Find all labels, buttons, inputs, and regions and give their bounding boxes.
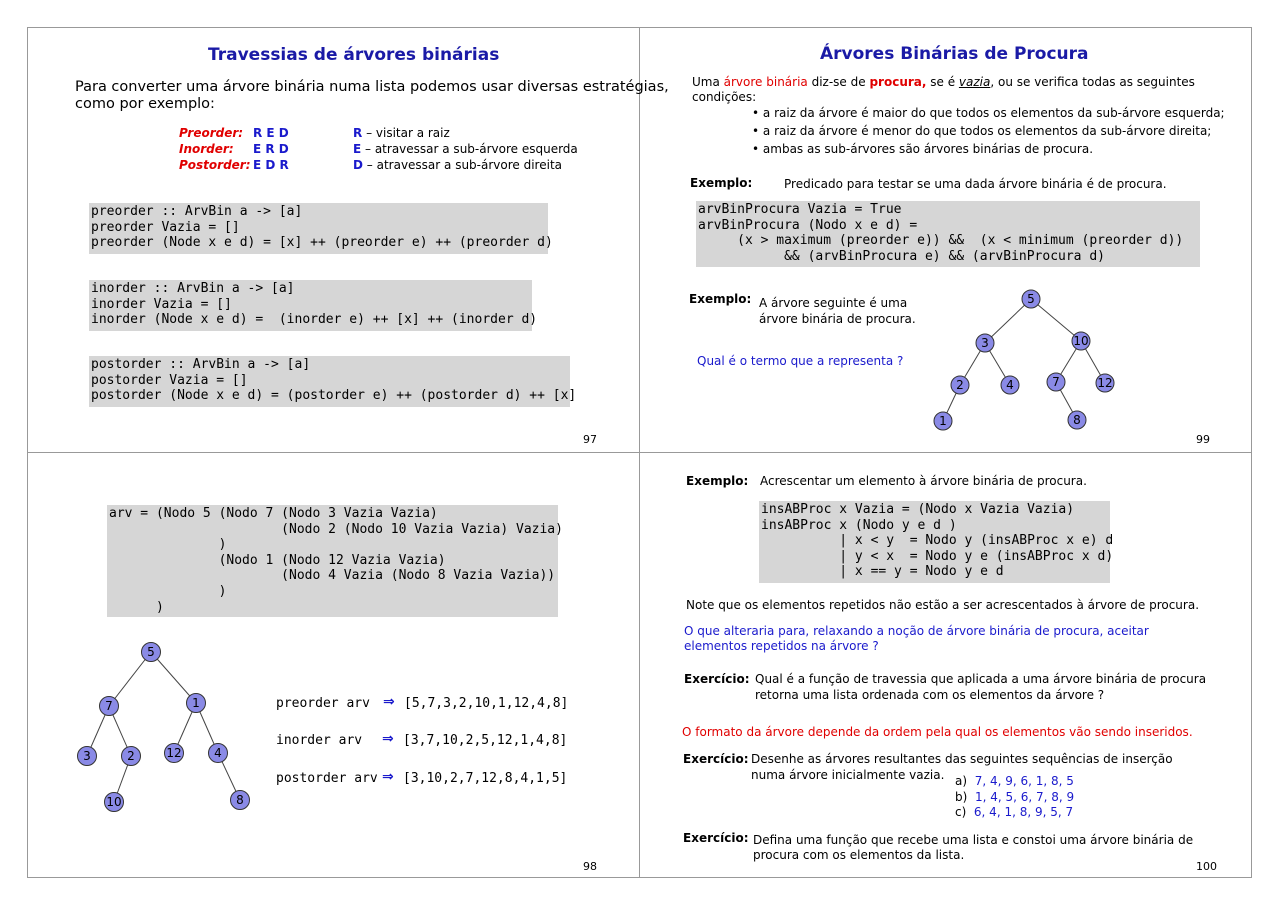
order-preorder-code: R E D bbox=[253, 126, 289, 140]
svg-text:3: 3 bbox=[83, 749, 91, 763]
slide-97-intro-line2: como por exemplo: bbox=[75, 96, 215, 112]
svg-text:4: 4 bbox=[1006, 378, 1014, 392]
order-inorder-code: E R D bbox=[253, 142, 289, 156]
def-text-g: , ou se verifica todas as seguintes bbox=[990, 75, 1195, 89]
sequence-a-values: 7, 4, 9, 6, 1, 8, 5 bbox=[974, 774, 1074, 788]
svg-text:5: 5 bbox=[1027, 292, 1035, 306]
result-inorder-arrow: ⇒ bbox=[382, 731, 394, 747]
result-postorder-expr: postorder arv bbox=[276, 771, 378, 786]
exercise2-line1: Desenhe as árvores resultantes das seguintes sequências de inserção bbox=[751, 752, 1173, 766]
example-ins-label: Exemplo: bbox=[686, 474, 749, 488]
bullet-text-1: a raiz da árvore é maior do que todos os elementos da sub-árvore esquerda; bbox=[762, 106, 1225, 120]
repeated-note: Note que os elementos repetidos não estão a ser acrescentados à árvore de procura. bbox=[686, 598, 1200, 612]
sequence-a bbox=[955, 774, 1074, 788]
example-ins-text: Acrescentar um elemento à árvore binária de procura. bbox=[760, 474, 1087, 488]
svg-text:8: 8 bbox=[236, 793, 244, 807]
result-preorder-expr: preorder arv bbox=[276, 696, 370, 711]
arv-node-3 bbox=[78, 747, 97, 766]
legend-r-letter: R bbox=[353, 126, 363, 140]
arv-node-4 bbox=[209, 744, 228, 763]
repeated-question-line1: O que alteraria para, relaxando a noção de árvore binária de procura, aceitar bbox=[684, 624, 1149, 638]
exercise1-line2: retorna uma lista ordenada com os elementos da árvore ? bbox=[755, 688, 1105, 702]
result-preorder-value: [5,7,3,2,10,1,12,4,8] bbox=[404, 696, 569, 711]
shape-red-note: O formato da árvore depende da ordem pela qual os elementos vão sendo inseridos. bbox=[682, 725, 1193, 739]
arv-node-12 bbox=[165, 744, 184, 763]
arv-node-5 bbox=[142, 643, 161, 662]
code-insabproc: insABProc x Vazia = (Nodo x Vazia Vazia) insABProc x (Nodo y e d ) | x < y = Nodo y (insABProc x e) d | y < x = Nodo y e (insABProc x d) | x == y = Nodo y e d bbox=[759, 501, 1110, 583]
sequence-c-values: 6, 4, 1, 8, 9, 5, 7 bbox=[973, 805, 1074, 819]
exercise3-label: Exercício: bbox=[683, 831, 749, 845]
page-number-99: 99 bbox=[1196, 433, 1210, 446]
order-postorder-label: Postorder: bbox=[179, 158, 251, 172]
result-inorder-value: [3,7,10,2,5,12,1,4,8] bbox=[403, 733, 568, 748]
bullet-item-1: • a raiz da árvore é maior do que todos os elementos da sub-árvore esquerda; bbox=[752, 106, 1225, 120]
bullet-item-3: • ambas as sub-árvores são árvores binárias de procura. bbox=[752, 142, 1094, 156]
svg-text:4: 4 bbox=[214, 746, 222, 760]
legend-e-text: – atravessar a sub-árvore esquerda bbox=[361, 142, 578, 156]
svg-text:2: 2 bbox=[956, 378, 964, 392]
svg-text:3: 3 bbox=[981, 336, 989, 350]
arv-node-2 bbox=[122, 747, 141, 766]
svg-text:5: 5 bbox=[147, 645, 155, 659]
slide-97-title: Travessias de árvores binárias bbox=[208, 45, 500, 65]
svg-text:1: 1 bbox=[192, 696, 200, 710]
page-number-97: 97 bbox=[583, 433, 597, 446]
def-text-b: árvore binária bbox=[723, 75, 808, 89]
slide-97-intro-line1: Para converter uma árvore binária numa lista podemos usar diversas estratégias, bbox=[75, 79, 669, 95]
svg-text:12: 12 bbox=[166, 746, 182, 760]
sequence-c-label: c) bbox=[955, 805, 967, 819]
code-preorder: preorder :: ArvBin a -> [a] preorder Vazia = [] preorder (Node x e d) = [x] ++ (preorder e) ++ (preorder d) bbox=[89, 203, 548, 254]
svg-text:1: 1 bbox=[939, 414, 947, 428]
exercise3-line1: Defina uma função que recebe uma lista e constoi uma árvore binária de bbox=[753, 833, 1194, 847]
arv-node-8 bbox=[231, 791, 250, 810]
bullet-text-3: ambas as sub-árvores são árvores binárias de procura. bbox=[762, 142, 1094, 156]
result-inorder-expr: inorder arv bbox=[276, 733, 363, 748]
result-preorder-arrow: ⇒ bbox=[383, 694, 395, 710]
example2-line2: árvore binária de procura. bbox=[759, 312, 916, 326]
order-postorder-code: E D R bbox=[253, 158, 289, 172]
sequence-b-label: b) bbox=[955, 790, 968, 804]
slide-99-title: Árvores Binárias de Procura bbox=[820, 44, 1089, 64]
def-text-d: procura, bbox=[869, 75, 927, 89]
def-text-e: se é bbox=[926, 75, 959, 89]
legend-d-text: – atravessar a sub-árvore direita bbox=[362, 158, 562, 172]
example2-line1: A árvore seguinte é uma bbox=[759, 296, 908, 310]
exercise1-label: Exercício: bbox=[684, 672, 750, 686]
code-inorder: inorder :: ArvBin a -> [a] inorder Vazia = [] inorder (Node x e d) = (inorder e) ++ [x] ++ (inorder d) bbox=[89, 280, 532, 331]
svg-text:7: 7 bbox=[105, 699, 113, 713]
example2-label: Exemplo: bbox=[689, 292, 752, 306]
svg-text:12: 12 bbox=[1097, 376, 1113, 390]
exercise3-line2: procura com os elementos da lista. bbox=[753, 848, 965, 862]
exercise2-label: Exercício: bbox=[683, 752, 749, 766]
code-arvbinprocura: arvBinProcura Vazia = True arvBinProcura (Nodo x e d) = (x > maximum (preorder e)) && (x < minimum (preorder d)) && (arvBinProcura e) && (arvBinProcura d) bbox=[696, 201, 1200, 267]
order-preorder-label: Preorder: bbox=[179, 126, 244, 140]
page-number-100: 100 bbox=[1196, 860, 1217, 873]
exercise1-line1: Qual é a função de travessia que aplicada a uma árvore binária de procura bbox=[755, 672, 1207, 686]
sequence-b-values: 1, 4, 5, 6, 7, 8, 9 bbox=[974, 790, 1075, 804]
def-text-f: vazia bbox=[958, 75, 991, 89]
code-arv-definition: arv = (Nodo 5 (Nodo 7 (Nodo 3 Vazia Vazia) (Nodo 2 (Nodo 10 Vazia Vazia) Vazia) ) (Nodo 1 (Nodo 12 Vazia Vazia) (Nodo 4 Vazia (Nodo 8 Vazia Vazia)) ) ) bbox=[107, 505, 558, 617]
order-inorder-label: Inorder: bbox=[179, 142, 234, 156]
legend-r-text: – visitar a raiz bbox=[362, 126, 450, 140]
legend-d-letter: D bbox=[353, 158, 363, 172]
arv-node-1 bbox=[187, 694, 206, 713]
edge-5-7 bbox=[109, 652, 151, 706]
code-postorder: postorder :: ArvBin a -> [a] postorder Vazia = [] postorder (Node x e d) = (postorder e) ++ (postorder d) ++ [x] bbox=[89, 356, 570, 407]
sequence-c bbox=[955, 805, 1073, 819]
exercise2-line2: numa árvore inicialmente vazia. bbox=[751, 768, 945, 782]
bullet-item-2: • a raiz da árvore é menor do que todos os elementos da sub-árvore direita; bbox=[752, 124, 1212, 138]
arv-node-7 bbox=[100, 697, 119, 716]
arv-node-10 bbox=[105, 793, 124, 812]
svg-text:8: 8 bbox=[1073, 413, 1081, 427]
svg-text:2: 2 bbox=[127, 749, 135, 763]
svg-text:7: 7 bbox=[1052, 375, 1060, 389]
edge-5-1 bbox=[151, 652, 196, 703]
svg-text:10: 10 bbox=[106, 795, 122, 809]
page-number-98: 98 bbox=[583, 860, 597, 873]
def-text-c: diz-se de bbox=[807, 75, 870, 89]
slide-99-definition-line2: condições: bbox=[692, 90, 757, 104]
sequence-a-label: a) bbox=[955, 774, 968, 788]
example1-text: Predicado para testar se uma dada árvore binária é de procura. bbox=[784, 177, 1167, 191]
repeated-question-line2: elementos repetidos na árvore ? bbox=[684, 639, 879, 653]
example1-label: Exemplo: bbox=[690, 176, 753, 190]
result-postorder-arrow: ⇒ bbox=[382, 769, 394, 785]
def-text-a: Uma bbox=[692, 75, 724, 89]
svg-text:10: 10 bbox=[1073, 334, 1089, 348]
result-postorder-value: [3,10,2,7,12,8,4,1,5] bbox=[403, 771, 568, 786]
bullet-text-2: a raiz da árvore é menor do que todos os elementos da sub-árvore direita; bbox=[762, 124, 1212, 138]
sequence-b bbox=[955, 790, 1074, 804]
legend-e-letter: E bbox=[353, 142, 362, 156]
tree-question: Qual é o termo que a representa ? bbox=[697, 354, 904, 368]
